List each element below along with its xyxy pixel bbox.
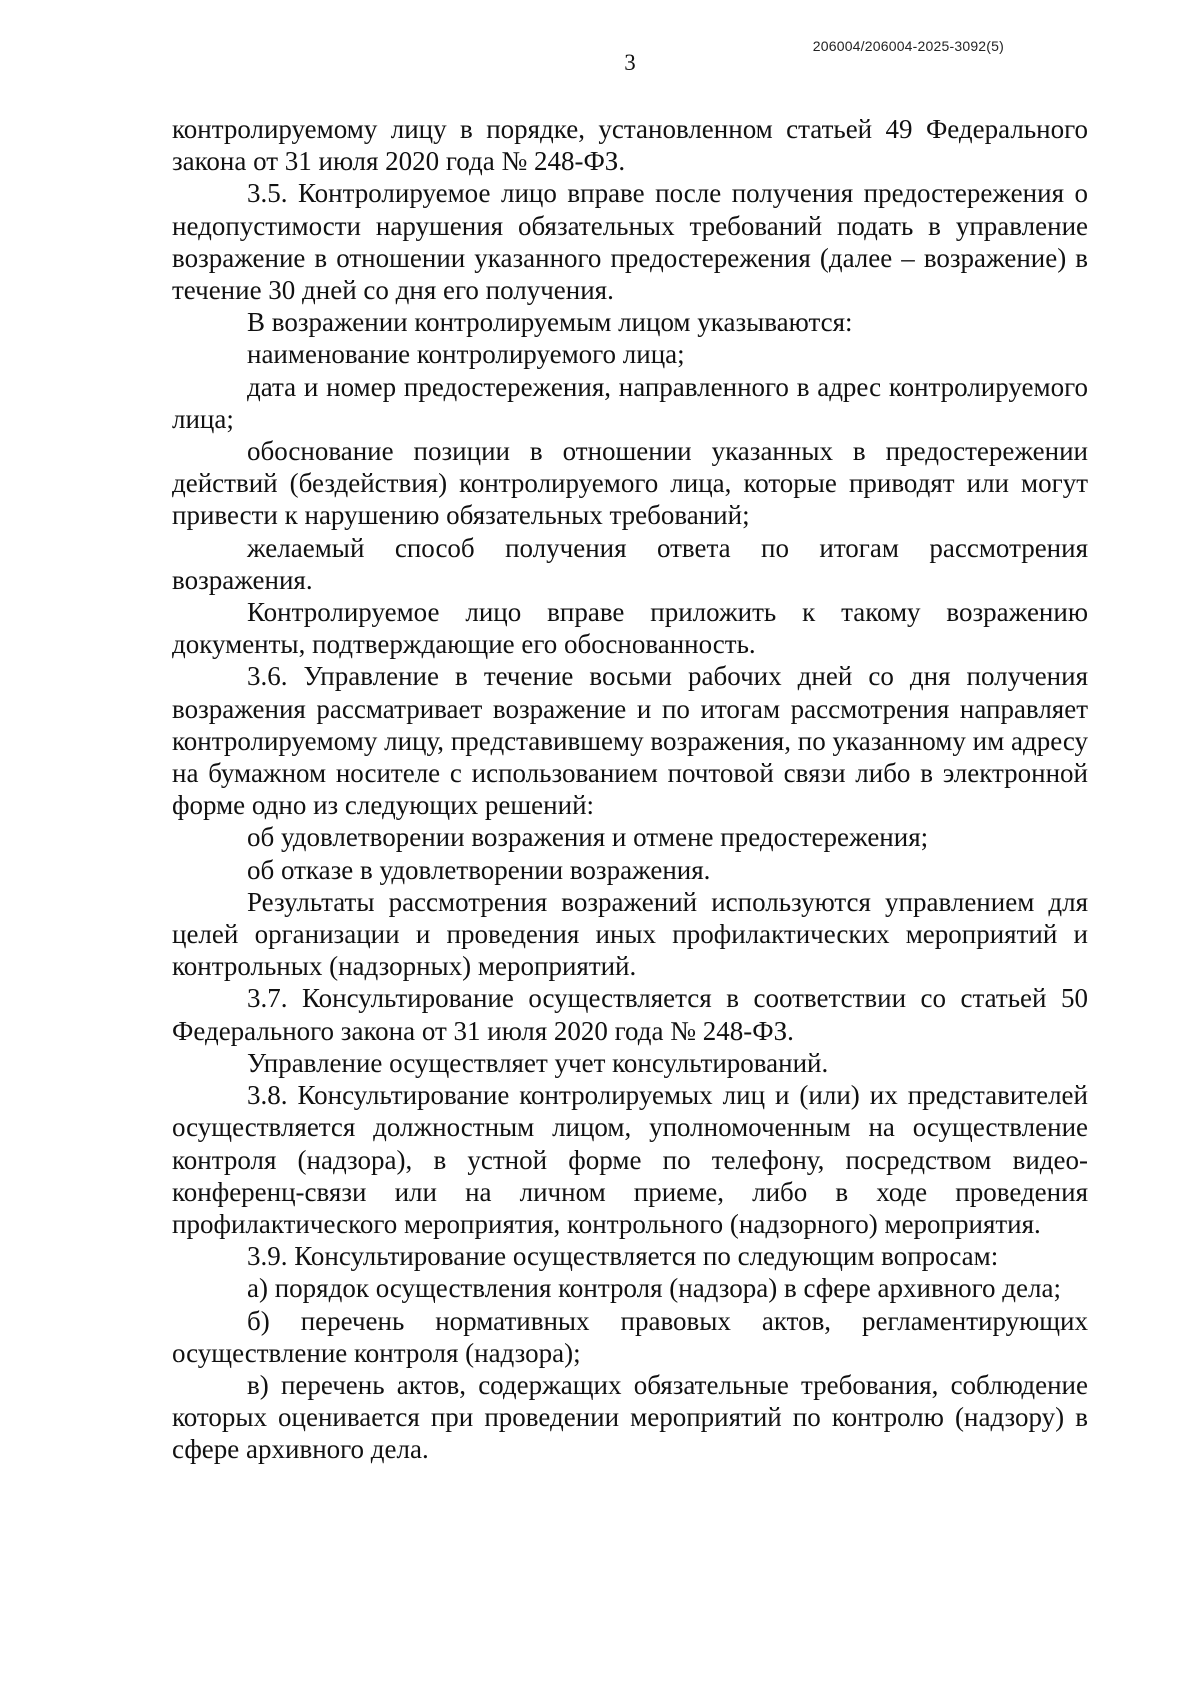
paragraph: В возражении контролируемым лицом указываются: — [247, 307, 853, 338]
paragraph-3-9: 3.9. Консультирование осуществляется по следующим вопросам: — [247, 1241, 999, 1272]
paragraph-3-7: 3.7. Консультирование осуществляется в соответствии со статьей 50 Федерального закона от 31 июля 2020 года № 248-ФЗ. — [172, 983, 1088, 1046]
list-item: дата и номер предостережения, направленного в адрес контролируемого лица; — [172, 371, 1088, 434]
list-item: об удовлетворении возражения и отмене предостережения; — [247, 822, 929, 853]
list-item-b: б) перечень нормативных правовых актов, регламентирующих осуществление контроля (надзора); — [172, 1305, 1088, 1368]
page-number: 3 — [624, 50, 636, 75]
paragraph: Управление осуществляет учет консультирований. — [247, 1047, 829, 1078]
list-item: об отказе в удовлетворении возражения. — [247, 854, 711, 885]
list-item-v: в) перечень актов, содержащих обязательные требования, соблюдение которых оценивается при проведении мероприятий по контролю (надзору) в сфере архивного дела. — [172, 1369, 1088, 1465]
paragraph-3-8: 3.8. Консультирование контролируемых лиц и (или) их представителей осуществляется должностным лицом, уполномоченным на осуществление контроля (надзора), в устной форме по телефону, посредством видео-конференц-связи или на личном приеме, либо в ходе проведения профилактического мероприятия, контрольного (надзорного) мероприятия. — [172, 1080, 1088, 1239]
list-item: обоснование позиции в отношении указанных в предостережении действий (бездействия) контролируемого лица, которые приводят или могут привести к нарушению обязательных требований; — [172, 436, 1088, 531]
paragraph-3-5: 3.5. Контролируемое лицо вправе после получения предостережения о недопустимости нарушения обязательных требований подать в управление возражение в отношении указанного предостережения (далее – возражение) в течение 30 дней со дня его получения. — [172, 178, 1088, 306]
list-item: наименование контролируемого лица; — [247, 339, 685, 370]
paragraph: Результаты рассмотрения возражений используются управлением для целей организации и проведения иных профилактических мероприятий и контрольных (надзорных) мероприятий. — [172, 886, 1088, 982]
paragraph: контролируемому лицу в порядке, установленном статьей 49 Федерального закона от 31 июля 2020 года № 248-ФЗ. — [172, 114, 1088, 177]
list-item: желаемый способ получения ответа по итогам рассмотрения возражения. — [172, 532, 1088, 595]
paragraph-3-6: 3.6. Управление в течение восьми рабочих дней со дня получения возражения рассматривает возражение и по итогам рассмотрения направляет контролируемому лицу, представившему возражения, по указанному им адресу на бумажном носителе с использованием почтовой связи либо в электронной форме одно из следующих решений: — [172, 661, 1088, 821]
document-registration-number: 206004/206004-2025-3092(5) — [812, 38, 1004, 54]
paragraph: Контролируемое лицо вправе приложить к такому возражению документы, подтверждающие его обоснованность. — [172, 597, 1088, 660]
document-body — [172, 113, 1088, 1466]
list-item-a: а) порядок осуществления контроля (надзора) в сфере архивного дела; — [247, 1273, 1061, 1304]
